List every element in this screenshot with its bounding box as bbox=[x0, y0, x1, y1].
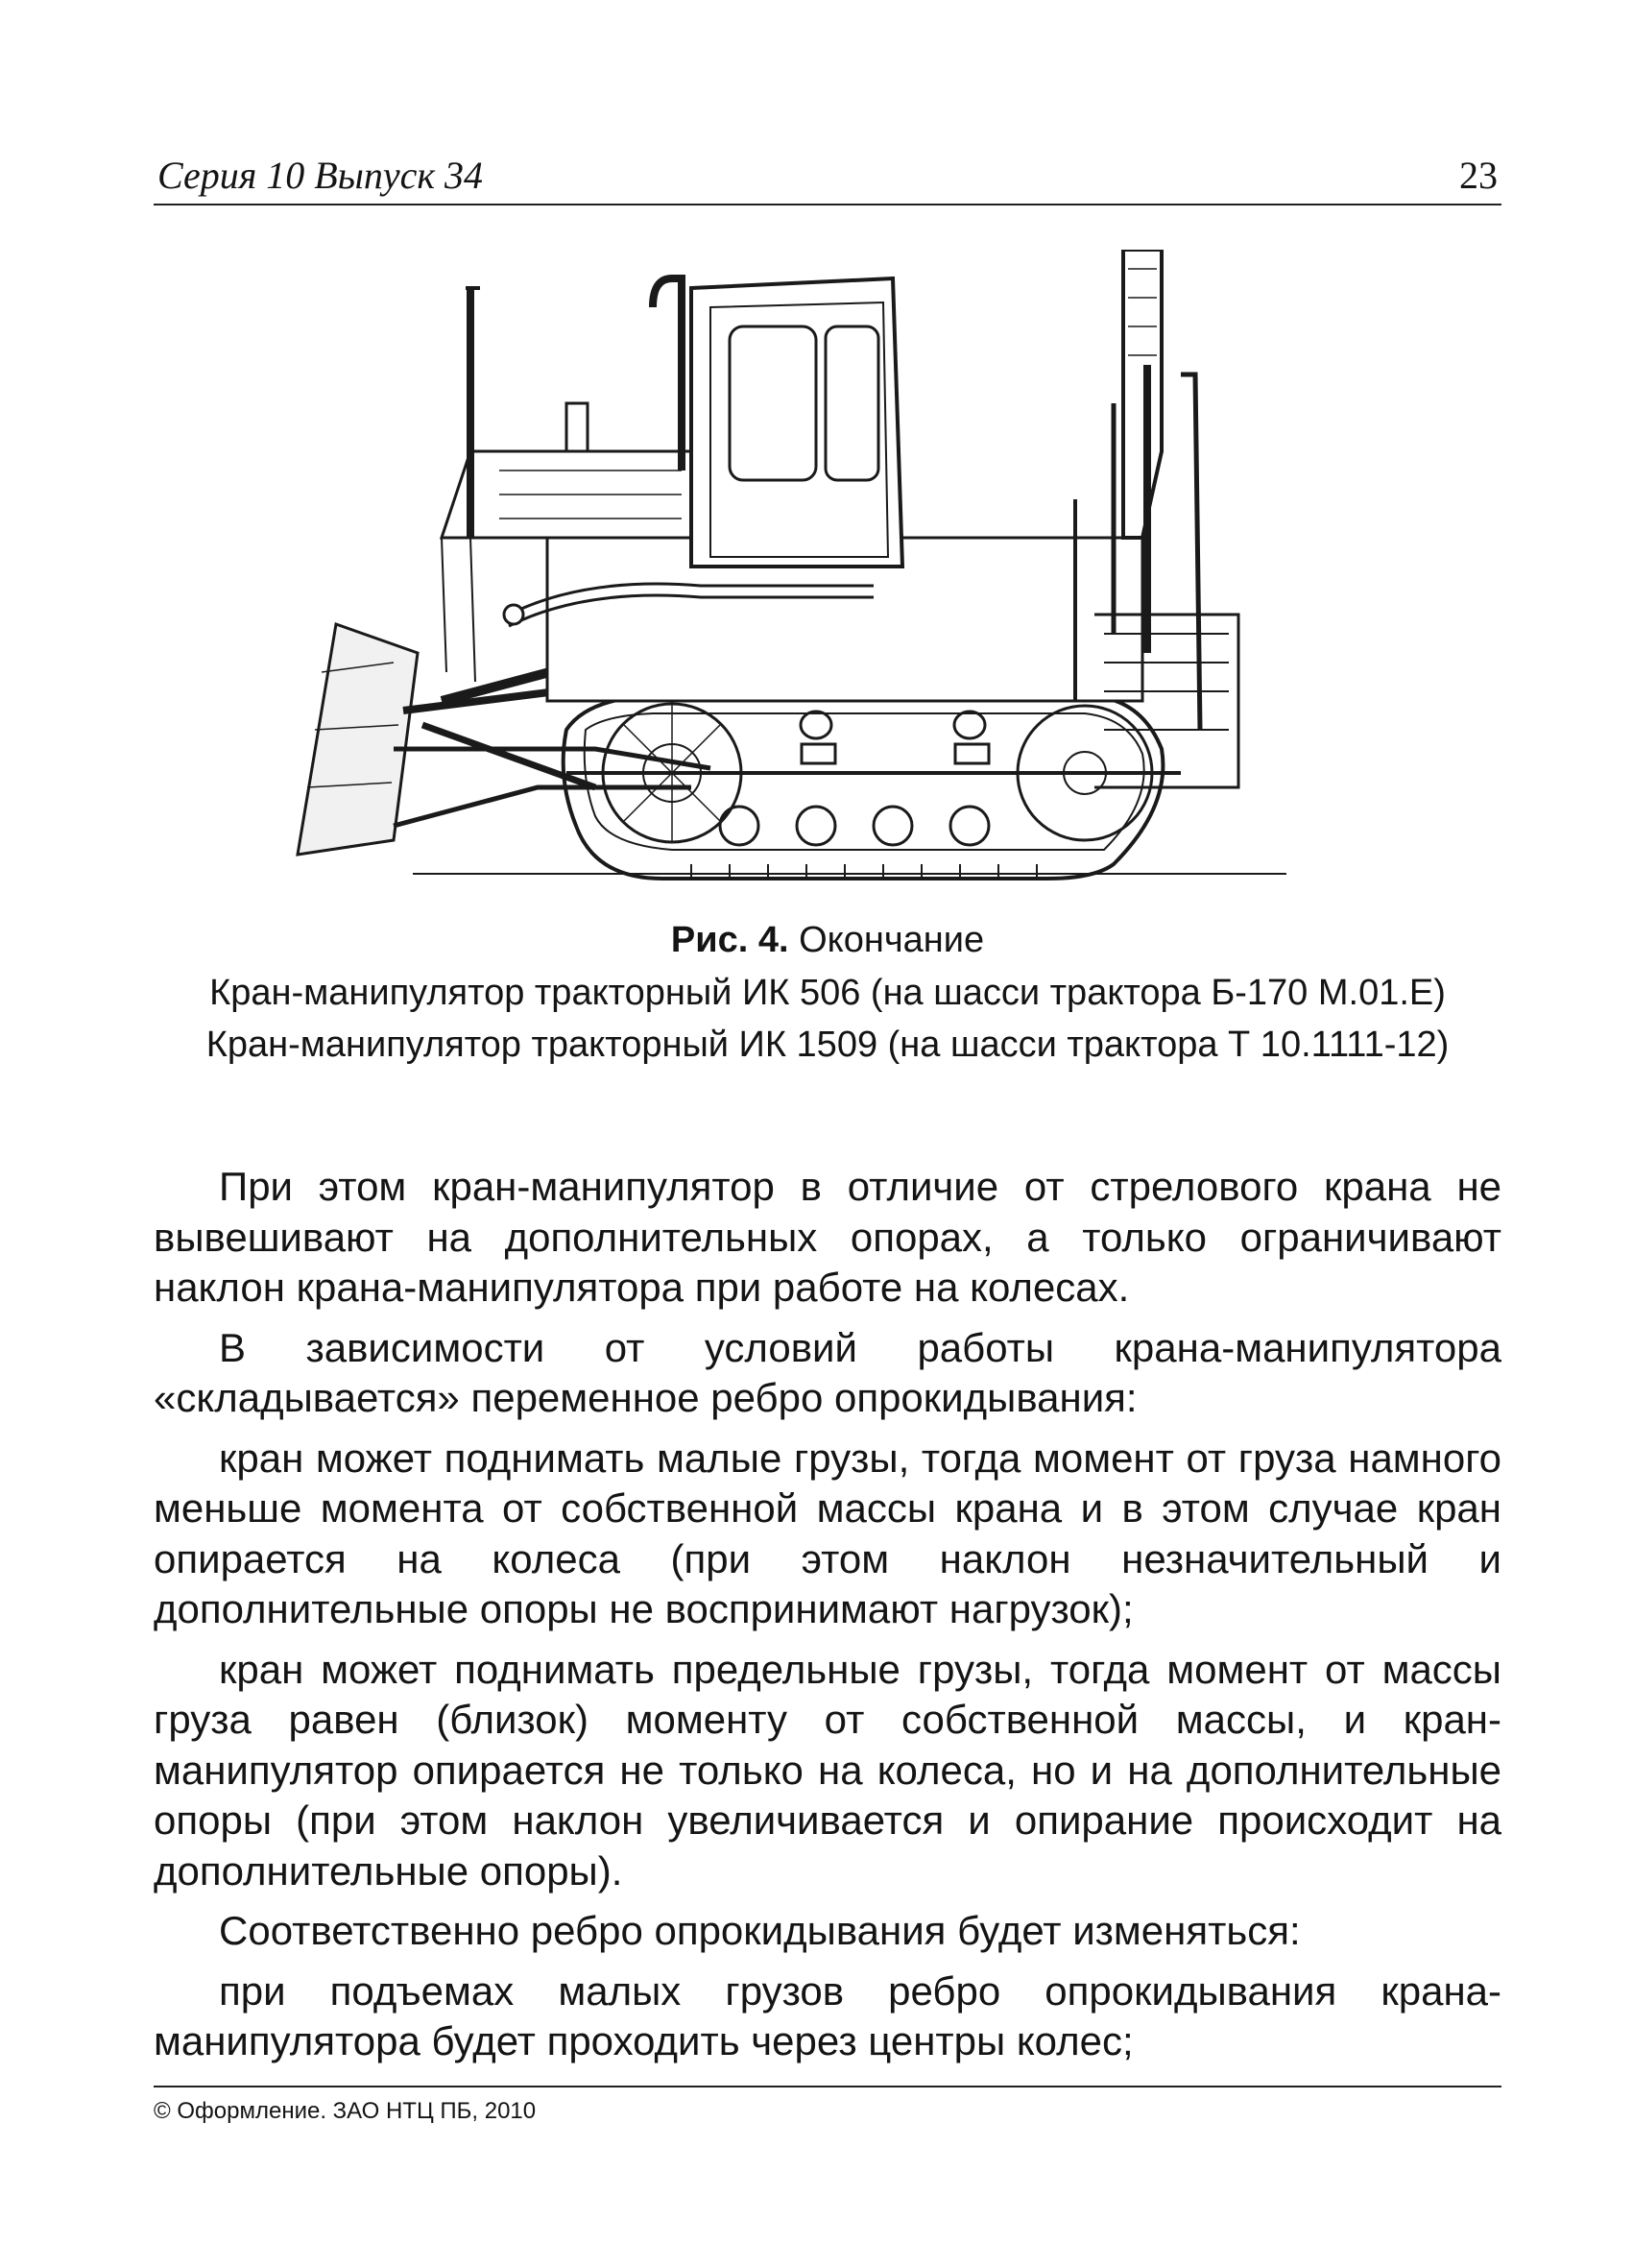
body-text bbox=[154, 1162, 1501, 2077]
series-title: Серия 10 Выпуск 34 bbox=[157, 154, 484, 197]
page-number: 23 bbox=[1459, 154, 1498, 197]
figure-caption-line-2: Кран-манипулятор тракторный ИК 1509 (на шасси трактора Т 10.1111-12) bbox=[205, 1025, 1450, 1065]
paragraph: Соответственно ребро опрокидывания будет изменяться: bbox=[219, 1908, 1301, 1953]
figure-label: Рис. 4. bbox=[670, 920, 789, 960]
paragraph: при подъемах малых грузов ребро опрокидывания крана-манипулятора будет проходить через центры колес; bbox=[154, 1967, 1501, 2063]
running-header bbox=[154, 154, 1501, 205]
figure-title: Окончание bbox=[799, 920, 985, 960]
figure-caption-title bbox=[154, 917, 1501, 963]
tractor-crane-drawing bbox=[278, 250, 1373, 893]
figure-caption-line-1: Кран-манипулятор тракторный ИК 506 (на шасси трактора Б-170 М.01.Е) bbox=[209, 973, 1446, 1013]
paragraph: В зависимости от условий работы крана-манипулятора «складывается» переменное ребро опрокидывания: bbox=[154, 1324, 1501, 1420]
cab bbox=[691, 278, 902, 567]
paragraph: кран может поднимать малые грузы, тогда момент от груза намного меньше момента от собственной массы крана и в этом случае кран опирается на колеса (при этом наклон незначительный и дополнительные опоры не воспринимают нагрузок); bbox=[154, 1435, 1501, 1631]
copyright-footer: © Оформление. ЗАО НТЦ ПБ, 2010 bbox=[154, 2098, 537, 2124]
paragraph: При этом кран-манипулятор в отличие от стрелового крана не вывешивают на дополнительных опорах, а только ограничивают наклон крана-манипулятора при работе на колесах. bbox=[154, 1164, 1501, 1310]
crane-column bbox=[1123, 250, 1162, 538]
dozer-blade bbox=[298, 624, 418, 855]
footer-divider bbox=[154, 2086, 1501, 2087]
paragraph: кран может поднимать предельные грузы, тогда момент от массы груза равен (близок) моменту от собственной массы, и кран-манипулятор опирается не только на колеса, но и на дополнительные опоры (при этом наклон увеличивается и опирание происходит на дополнительные опоры). bbox=[154, 1646, 1501, 1894]
